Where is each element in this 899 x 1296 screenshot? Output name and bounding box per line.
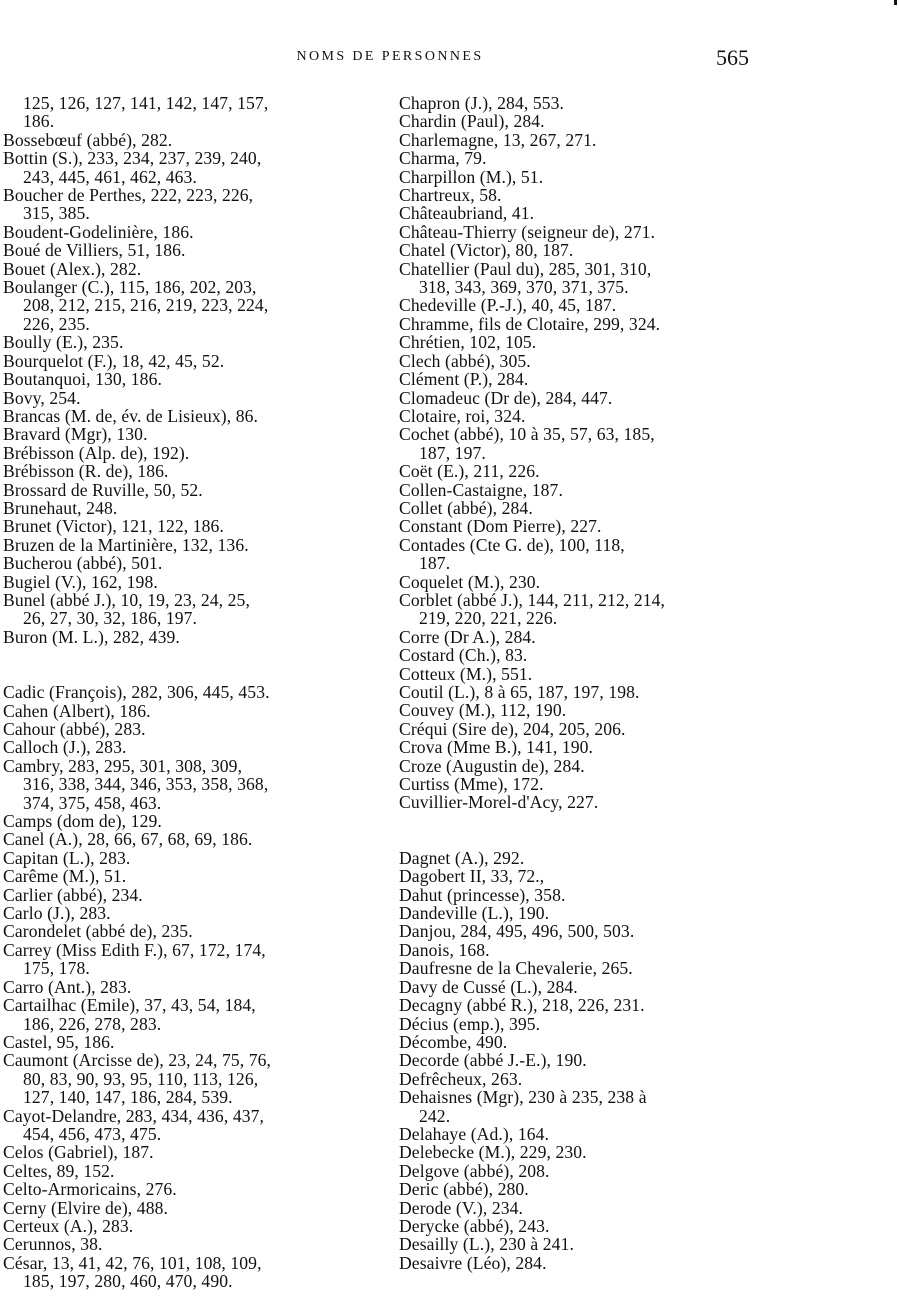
index-column-right bbox=[399, 94, 769, 1272]
index-entry: Dagnet (A.), 292. bbox=[399, 847, 525, 868]
index-entry-continuation: 243, 445, 461, 462, 463. bbox=[23, 166, 197, 187]
index-entry: Charpillon (M.), 51. bbox=[399, 166, 544, 187]
index-entry: Clech (abbé), 305. bbox=[399, 350, 531, 371]
index-entry: Danjou, 284, 495, 496, 500, 503. bbox=[399, 921, 635, 942]
index-entry: Delebecke (M.), 229, 230. bbox=[399, 1142, 587, 1163]
index-entry: Brébisson (Alp. de), 192). bbox=[3, 442, 190, 463]
index-entry: Chatellier (Paul du), 285, 301, 310, bbox=[399, 258, 652, 279]
index-entry: Bovy, 254. bbox=[3, 387, 81, 408]
index-entry: Contades (Cte G. de), 100, 118, bbox=[399, 534, 625, 555]
index-entry: Coquelet (M.), 230. bbox=[399, 571, 541, 592]
index-entry: Cerunnos, 38. bbox=[3, 1234, 103, 1255]
index-entry: Derode (V.), 234. bbox=[399, 1197, 524, 1218]
index-entry: Collen-Castaigne, 187. bbox=[399, 479, 563, 500]
index-entry: Coët (E.), 211, 226. bbox=[399, 461, 540, 482]
index-entry: Clotaire, roi, 324. bbox=[399, 405, 526, 426]
index-entry-continuation: 125, 126, 127, 141, 142, 147, 157, bbox=[23, 93, 269, 113]
index-entry: Costard (Ch.), 83. bbox=[399, 645, 528, 666]
index-entry: Certeux (A.), 283. bbox=[3, 1215, 134, 1236]
index-entry: Créqui (Sire de), 204, 205, 206. bbox=[399, 718, 626, 739]
index-entry: Dandeville (L.), 190. bbox=[399, 903, 550, 924]
index-entry: Brunehaut, 248. bbox=[3, 497, 118, 518]
index-entry: Desailly (L.), 230 à 241. bbox=[399, 1234, 574, 1255]
index-entry: Coutil (L.), 8 à 65, 187, 197, 198. bbox=[399, 682, 640, 702]
index-entry: Collet (abbé), 284. bbox=[399, 497, 533, 518]
index-entry-continuation: 316, 338, 344, 346, 353, 358, 368, bbox=[23, 774, 269, 795]
index-entry: Desaivre (Léo), 284. bbox=[399, 1252, 547, 1273]
index-entry: Brunet (Victor), 121, 122, 186. bbox=[3, 516, 224, 537]
letter-section-gap bbox=[3, 646, 398, 683]
index-entry: Buron (M. L.), 282, 439. bbox=[3, 626, 180, 647]
index-entry: Décius (emp.), 395. bbox=[399, 1013, 541, 1034]
index-entry: Celos (Gabriel), 187. bbox=[3, 1142, 154, 1163]
index-entry-continuation: 186, 226, 278, 283. bbox=[23, 1013, 162, 1034]
index-entry: Bouet (Alex.), 282. bbox=[3, 258, 142, 279]
index-entry-continuation: 80, 83, 90, 93, 95, 110, 113, 126, bbox=[23, 1068, 259, 1089]
index-entry: Bruzen de la Martinière, 132, 136. bbox=[3, 534, 249, 555]
index-entry: Cartailhac (Emile), 37, 43, 54, 184, bbox=[3, 995, 256, 1016]
index-entry: Cerny (Elvire de), 488. bbox=[3, 1197, 168, 1218]
index-entry-continuation: 186. bbox=[23, 111, 55, 132]
index-entry: Carrey (Miss Edith F.), 67, 172, 174, bbox=[3, 939, 266, 960]
index-entry-continuation: 187. bbox=[419, 553, 451, 574]
index-entry: Crova (Mme B.), 141, 190. bbox=[399, 737, 594, 758]
index-entry: Chatel (Victor), 80, 187. bbox=[399, 240, 574, 261]
index-entry: Boutanquoi, 130, 186. bbox=[3, 369, 162, 390]
index-entry: Bucherou (abbé), 501. bbox=[3, 553, 163, 574]
index-entry-continuation: 242. bbox=[419, 1105, 451, 1126]
index-entry-continuation: 226, 235. bbox=[23, 313, 90, 334]
index-entry: Carondelet (abbé de), 235. bbox=[3, 921, 193, 942]
index-entry: Bunel (abbé J.), 10, 19, 23, 24, 25, bbox=[3, 589, 250, 610]
index-entry: Capitan (L.), 283. bbox=[3, 847, 131, 868]
index-entry: Danois, 168. bbox=[399, 939, 490, 960]
index-entry-continuation: 185, 197, 280, 460, 470, 490. bbox=[23, 1271, 233, 1292]
index-entry: Décombe, 490. bbox=[399, 1031, 508, 1052]
index-entry: Corre (Dr A.), 284. bbox=[399, 626, 536, 647]
index-entry: Croze (Augustin de), 284. bbox=[399, 755, 585, 776]
index-entry: Decorde (abbé J.-E.), 190. bbox=[399, 1050, 587, 1071]
index-entry: Carlier (abbé), 234. bbox=[3, 884, 143, 905]
index-entry: Boully (E.), 235. bbox=[3, 332, 124, 353]
index-entry: Boudent-Godelinière, 186. bbox=[3, 221, 194, 242]
index-entry-continuation: 315, 385. bbox=[23, 203, 90, 224]
index-entry: Camps (dom de), 129. bbox=[3, 811, 162, 832]
index-entry: Couvey (M.), 112, 190. bbox=[399, 700, 567, 721]
index-entry-continuation: 208, 212, 215, 216, 219, 223, 224, bbox=[23, 295, 269, 316]
index-entry: Carlo (J.), 283. bbox=[3, 903, 111, 924]
index-entry: Canel (A.), 28, 66, 67, 68, 69, 186. bbox=[3, 829, 253, 850]
index-entry: Châteaubriand, 41. bbox=[399, 203, 535, 224]
index-entry-continuation: 26, 27, 30, 32, 186, 197. bbox=[23, 608, 198, 629]
index-entry: Brébisson (R. de), 186. bbox=[3, 461, 169, 482]
index-entry: Delgove (abbé), 208. bbox=[399, 1160, 550, 1181]
index-entry: Boucher de Perthes, 222, 223, 226, bbox=[3, 185, 254, 206]
index-entry: Derycke (abbé), 243. bbox=[399, 1215, 550, 1236]
index-entry: Boué de Villiers, 51, 186. bbox=[3, 240, 186, 261]
index-entry: Chramme, fils de Clotaire, 299, 324. bbox=[399, 313, 661, 334]
index-entry-continuation: 187, 197. bbox=[419, 442, 486, 463]
index-entry: Chrétien, 102, 105. bbox=[399, 332, 537, 353]
index-entry: Deric (abbé), 280. bbox=[399, 1179, 529, 1200]
index-entry: Bravard (Mgr), 130. bbox=[3, 424, 148, 445]
index-entry: Caumont (Arcisse de), 23, 24, 75, 76, bbox=[3, 1050, 272, 1071]
index-entry: Cambry, 283, 295, 301, 308, 309, bbox=[3, 755, 243, 776]
index-entry: César, 13, 41, 42, 76, 101, 108, 109, bbox=[3, 1252, 262, 1273]
letter-section-gap bbox=[399, 812, 769, 849]
index-entry: Brancas (M. de, év. de Lisieux), 86. bbox=[3, 405, 259, 426]
index-entry: Decagny (abbé R.), 218, 226, 231. bbox=[399, 995, 645, 1016]
index-entry: Chardin (Paul), 284. bbox=[399, 111, 545, 132]
index-entry: Dahut (princesse), 358. bbox=[399, 884, 566, 905]
index-entry: Clomadeuc (Dr de), 284, 447. bbox=[399, 387, 613, 408]
index-entry: Dehaisnes (Mgr), 230 à 235, 238 à bbox=[399, 1087, 647, 1108]
index-entry-continuation: 454, 456, 473, 475. bbox=[23, 1123, 162, 1144]
index-entry: Cahour (abbé), 283. bbox=[3, 719, 146, 739]
index-entry: Brossard de Ruville, 50, 52. bbox=[3, 479, 203, 500]
index-entry: Daufresne de la Chevalerie, 265. bbox=[399, 958, 633, 979]
index-entry: Calloch (J.), 283. bbox=[3, 737, 127, 758]
index-entry: Carro (Ant.), 283. bbox=[3, 976, 132, 997]
index-entry: Bottin (S.), 233, 234, 237, 239, 240, bbox=[3, 148, 262, 169]
index-entry: Charlemagne, 13, 267, 271. bbox=[399, 129, 597, 150]
index-entry: Chartreux, 58. bbox=[399, 185, 502, 206]
index-entry: Cayot-Delandre, 283, 434, 436, 437, bbox=[3, 1105, 265, 1126]
index-entry-continuation: 175, 178. bbox=[23, 958, 90, 979]
index-entry: Clément (P.), 284. bbox=[399, 369, 529, 390]
index-entry: Chedeville (P.-J.), 40, 45, 187. bbox=[399, 295, 617, 316]
index-entry: Bugiel (V.), 162, 198. bbox=[3, 571, 158, 592]
index-entry: Château-Thierry (seigneur de), 271. bbox=[399, 221, 656, 242]
index-entry: Cuvillier-Morel-d'Acy, 227. bbox=[399, 792, 599, 813]
index-entry: Cochet (abbé), 10 à 35, 57, 63, 185, bbox=[399, 424, 655, 445]
index-entry: Celtes, 89, 152. bbox=[3, 1160, 115, 1181]
index-entry-continuation: 127, 140, 147, 186, 284, 539. bbox=[23, 1087, 233, 1108]
index-entry: Boulanger (C.), 115, 186, 202, 203, bbox=[3, 277, 257, 298]
index-column-left bbox=[3, 94, 398, 1291]
index-entry: Cadic (François), 282, 306, 445, 453. bbox=[3, 682, 270, 703]
index-entry: Delahaye (Ad.), 164. bbox=[399, 1123, 550, 1144]
index-entry: Defrêcheux, 263. bbox=[399, 1068, 523, 1089]
index-entry: Bourquelot (F.), 18, 42, 45, 52. bbox=[3, 350, 225, 371]
index-entry: Castel, 95, 186. bbox=[3, 1031, 115, 1052]
index-entry-continuation: 374, 375, 458, 463. bbox=[23, 792, 162, 813]
edge-mark bbox=[894, 0, 897, 5]
index-entry-continuation: 318, 343, 369, 370, 371, 375. bbox=[419, 277, 629, 298]
index-entry: Curtiss (Mme), 172. bbox=[399, 774, 544, 795]
index-entry: Cotteux (M.), 551. bbox=[399, 663, 533, 684]
running-header: NOMS DE PERSONNES bbox=[296, 49, 484, 64]
index-entry: Corblet (abbé J.), 144, 211, 212, 214, bbox=[399, 589, 666, 610]
index-entry-continuation: 219, 220, 221, 226. bbox=[419, 608, 558, 629]
index-entry: Celto-Armoricains, 276. bbox=[3, 1179, 177, 1200]
index-entry: Carême (M.), 51. bbox=[3, 866, 127, 887]
index-entry: Chapron (J.), 284, 553. bbox=[399, 93, 565, 113]
index-entry: Davy de Cussé (L.), 284. bbox=[399, 976, 578, 997]
index-entry: Cahen (Albert), 186. bbox=[3, 700, 151, 721]
page-number: 565 bbox=[716, 45, 749, 70]
index-entry: Charma, 79. bbox=[399, 148, 487, 169]
index-entry: Bossebœuf (abbé), 282. bbox=[3, 129, 173, 150]
index-entry: Constant (Dom Pierre), 227. bbox=[399, 516, 602, 537]
index-entry: Dagobert II, 33, 72., bbox=[399, 866, 545, 887]
